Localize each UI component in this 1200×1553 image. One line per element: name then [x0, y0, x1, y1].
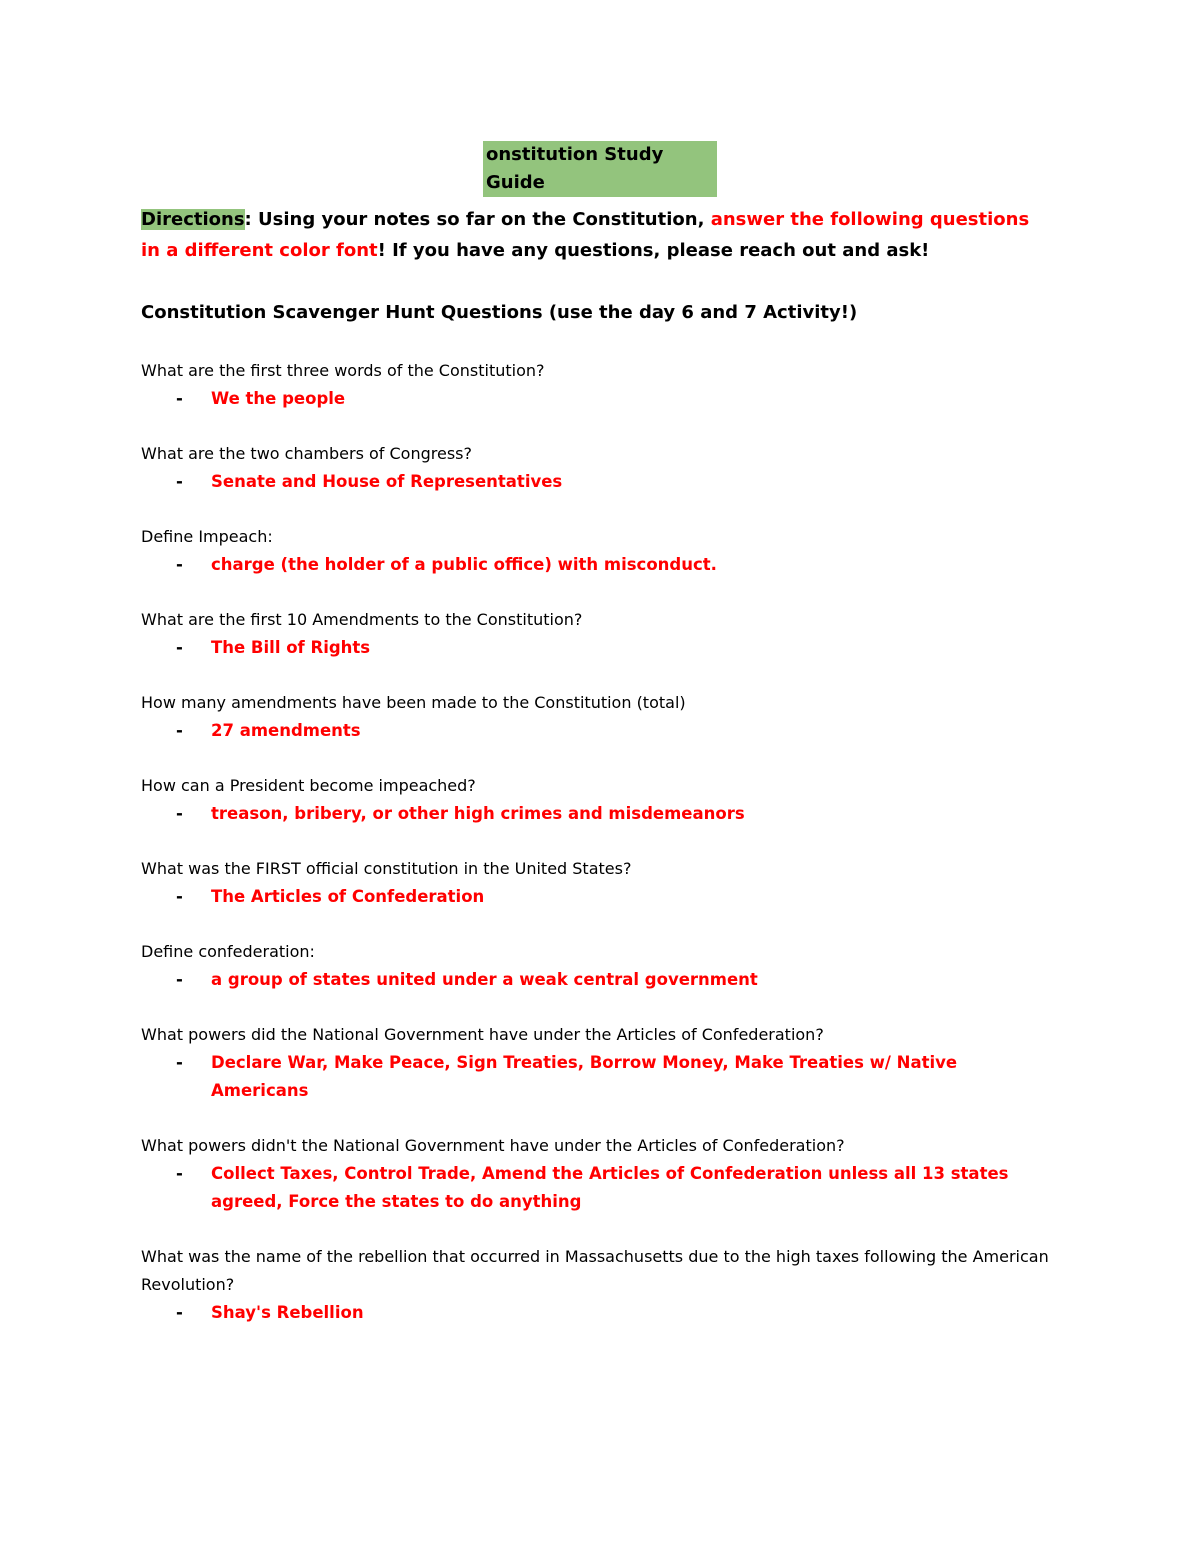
question-text: What powers didn't the National Government have under the Articles of Confederation?: [141, 1136, 845, 1155]
directions-red-text: answer the following questions in a different color font: [141, 209, 1030, 261]
question-item: [141, 357, 1051, 413]
question-item: [141, 772, 1051, 828]
question-text: What powers did the National Government have under the Articles of Confederation?: [141, 1025, 824, 1044]
question-text: How many amendments have been made to the Constitution (total): [141, 693, 686, 712]
bullet-dash: -: [176, 1053, 183, 1072]
question-item: [141, 606, 1051, 662]
question-text: What was the FIRST official constitution in the United States?: [141, 859, 632, 878]
question-item: [141, 523, 1051, 579]
question-list: [141, 357, 1051, 1354]
bullet-dash: -: [176, 970, 183, 989]
answer-value: charge (the holder of a public office) with misconduct.: [211, 555, 717, 574]
question-item: [141, 440, 1051, 496]
answer-value: Collect Taxes, Control Trade, Amend the Articles of Confederation unless all 13 states agreed, Force the states to do anything: [211, 1164, 1009, 1211]
question-text: Define confederation:: [141, 942, 315, 961]
answer-value: Senate and House of Representatives: [211, 472, 563, 491]
bullet-dash: -: [176, 389, 183, 408]
bullet-dash: -: [176, 638, 183, 657]
document-title: onstitution Study Guide: [483, 141, 717, 197]
bullet-dash: -: [176, 555, 183, 574]
question-item: [141, 1132, 1051, 1216]
section-heading: Constitution Scavenger Hunt Questions (use the day 6 and 7 Activity!): [141, 302, 858, 323]
question-text: What are the first 10 Amendments to the Constitution?: [141, 610, 583, 629]
bullet-dash: -: [176, 721, 183, 740]
answer-value: a group of states united under a weak central government: [211, 970, 758, 989]
question-item: [141, 1021, 1051, 1105]
question-text: What was the name of the rebellion that occurred in Massachusetts due to the high taxes following the American Revolution?: [141, 1247, 1049, 1294]
answer-value: The Articles of Confederation: [211, 887, 485, 906]
answer-text: [141, 883, 1051, 911]
question-item: [141, 1243, 1051, 1327]
answer-text: [141, 1160, 1051, 1216]
answer-text: [141, 1299, 1051, 1327]
answer-value: Shay's Rebellion: [211, 1303, 364, 1322]
answer-text: [141, 966, 1051, 994]
bullet-dash: -: [176, 887, 183, 906]
question-text: What are the two chambers of Congress?: [141, 444, 472, 463]
answer-value: Declare War, Make Peace, Sign Treaties, Borrow Money, Make Treaties w/ Native Americans: [211, 1053, 958, 1100]
bullet-dash: -: [176, 1164, 183, 1183]
question-text: What are the first three words of the Constitution?: [141, 361, 545, 380]
answer-text: [141, 385, 1051, 413]
answer-text: [141, 551, 1051, 579]
answer-text: [141, 634, 1051, 662]
directions-paragraph: [141, 204, 1041, 266]
bullet-dash: -: [176, 1303, 183, 1322]
answer-value: treason, bribery, or other high crimes and misdemeanors: [211, 804, 745, 823]
answer-text: [141, 468, 1051, 496]
answer-value: 27 amendments: [211, 721, 361, 740]
directions-text-after: ! If you have any questions, please reach out and ask!: [377, 240, 930, 261]
directions-label: Directions: [141, 209, 245, 230]
answer-text: [141, 717, 1051, 745]
question-text: How can a President become impeached?: [141, 776, 476, 795]
answer-text: [141, 800, 1051, 828]
bullet-dash: -: [176, 804, 183, 823]
answer-value: The Bill of Rights: [211, 638, 371, 657]
answer-value: We the people: [211, 389, 346, 408]
answer-text: [141, 1049, 1051, 1105]
directions-text-before: Using your notes so far on the Constitution,: [251, 209, 711, 230]
directions-colon: :: [244, 209, 252, 230]
question-item: [141, 855, 1051, 911]
question-text: Define Impeach:: [141, 527, 273, 546]
question-item: [141, 689, 1051, 745]
question-item: [141, 938, 1051, 994]
title-container: [0, 141, 1200, 197]
bullet-dash: -: [176, 472, 183, 491]
